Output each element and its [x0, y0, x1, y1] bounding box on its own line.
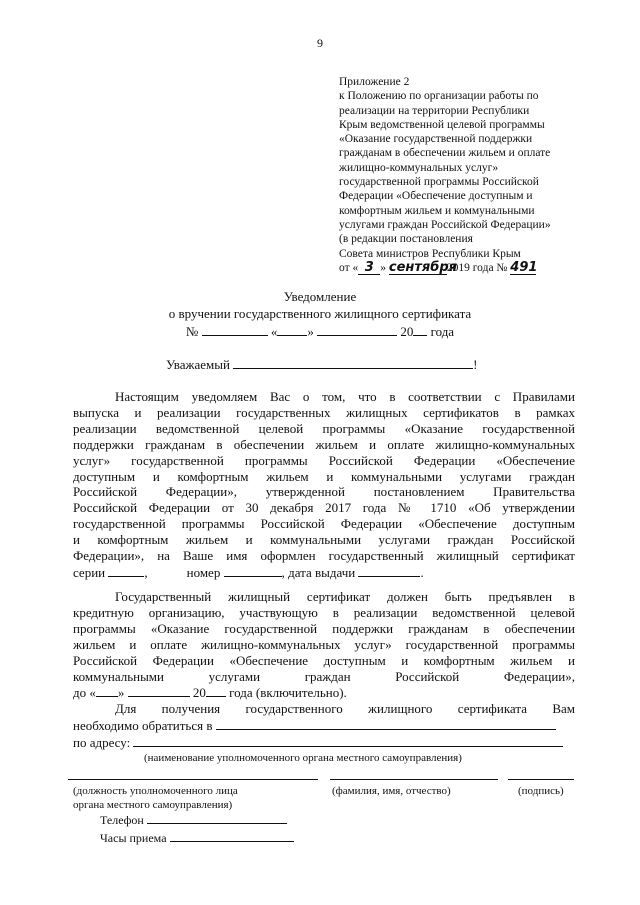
appendix-block — [339, 75, 599, 275]
appendix-date-day: 3 — [358, 262, 380, 275]
date-blank — [358, 564, 420, 577]
appendix-line-6: гражданам в обеспечении жильем и оплате — [339, 147, 551, 160]
sign-caption: (подпись) — [518, 785, 564, 797]
p1-line-3: реализации ведомственной целевой программы «Оказание государственной — [73, 420, 575, 436]
p3-line-2 — [73, 717, 575, 734]
salutation-name-blank — [233, 356, 473, 369]
p1-line-1: Настоящим уведомляем Вас о том, что в соответствии с Правилами — [115, 389, 575, 404]
appendix-date-number: 491 — [510, 259, 538, 275]
until-suffix: года (включительно). — [229, 685, 347, 701]
date-period: . — [420, 564, 424, 580]
appendix-date-suffix: 2019 года № — [446, 261, 508, 274]
body-paragraph-2 — [73, 589, 575, 701]
appendix-line-4: Крым ведомственной целевой программы — [339, 118, 545, 131]
series-label: серии — [73, 564, 106, 580]
appendix-date-line — [339, 261, 599, 275]
series-blank — [108, 564, 144, 577]
position-caption: (должность уполномоченного лица органа местного самоуправления) — [73, 785, 238, 811]
notice-year-suffix: года — [430, 324, 455, 339]
p2-line-3: программы «Оказание государственной поддержки гражданам в обеспечении — [73, 620, 575, 636]
appendix-line-11: услугами граждан Российской Федерации» — [339, 218, 551, 231]
p2-lines — [73, 589, 575, 684]
until-year: 20 — [192, 685, 206, 701]
phone-line — [100, 812, 287, 827]
p1-line-9: государственной программы Российской Федерации «Обеспечение доступным — [73, 516, 575, 532]
appendix-date-mid: » — [380, 261, 386, 274]
appendix-lines — [339, 75, 599, 261]
hours-label: Часы приема — [100, 831, 167, 845]
date-label: , дата выдачи — [281, 564, 356, 580]
p2-line-5: Российской Федерации «Обеспечение доступным и комфортным жильем и — [73, 652, 575, 668]
number-label: номер — [186, 564, 221, 580]
p1-line-2: выпуска и реализации государственных жилищных сертификатов в рамках — [73, 404, 575, 420]
p3-line-2-text: необходимо обратиться в — [73, 717, 213, 733]
notice-close-quote: » — [307, 324, 314, 339]
org-caption: (наименование уполномоченного органа местного самоуправления) — [144, 752, 462, 764]
appendix-line-7: жилищно-коммунальных услуг» — [339, 161, 499, 174]
until-line — [73, 684, 575, 701]
appendix-line-8: государственной программы Российской — [339, 176, 539, 189]
body-paragraph-3 — [73, 701, 575, 751]
p3-line-1: Для получения государственного жилищного сертификата Вам — [115, 701, 575, 716]
appendix-date-month: сентября — [388, 259, 457, 275]
until-prefix: до « — [73, 685, 96, 701]
p1-line-4: поддержки гражданам в обеспечении жильем и оплате жилищно-коммунальных — [73, 436, 575, 452]
org-blank — [216, 717, 556, 730]
notice-open-quote: « — [270, 324, 278, 339]
appendix-line-13: Совета министров Республики Крым — [339, 247, 521, 260]
address-label: по адресу: — [73, 734, 131, 750]
name-caption: (фамилия, имя, отчество) — [332, 785, 451, 797]
phone-label: Телефон — [100, 813, 144, 827]
p1-line-7: Российской Федерации», утвержденной постановлением Правительства — [73, 484, 575, 500]
appendix-line-3: реализации на территории Республики — [339, 104, 530, 117]
p1-lines — [73, 389, 575, 564]
appendix-line-5: «Оказание государственной поддержки — [339, 133, 533, 146]
phone-blank — [147, 812, 287, 824]
body-paragraph-1 — [73, 389, 575, 581]
p2-line-2: кредитную организацию, участвующую в реализации ведомственной целевой — [73, 604, 575, 620]
sign-line — [508, 779, 574, 780]
p2-line-6: коммунальными услугами граждан Российской Федерации», — [73, 668, 575, 684]
p2-line-1: Государственный жилищный сертификат должен быть предъявлен в — [115, 589, 575, 604]
hours-line — [100, 830, 294, 845]
notice-month-blank — [317, 323, 397, 336]
p1-line-11: Федерации», на Ваше имя оформлен государственный жилищный сертификат — [73, 548, 575, 564]
appendix-line-12: (в редакции постановления — [339, 233, 473, 246]
notice-number-label: № — [185, 324, 199, 339]
notice-year-blank — [413, 323, 427, 336]
salutation-label: Уважаемый — [166, 357, 230, 372]
number-blank — [224, 564, 282, 577]
notice-subtitle: о вручении государственного жилищного сертификата — [168, 306, 472, 321]
address-blank — [133, 734, 563, 747]
appendix-line-10: комфортным жильем и коммунальными — [339, 204, 535, 217]
appendix-line-2: к Положению по организации работы по — [339, 90, 539, 103]
notice-year-prefix: 20 — [400, 324, 414, 339]
notice-number-line — [0, 323, 640, 340]
notice-day-blank — [277, 323, 307, 336]
hours-blank — [170, 830, 294, 842]
certificate-details-line: серии , номер , дата выдачи . — [73, 564, 424, 580]
p1-line-8: Российской Федерации от 30 декабря 2017 года № 1710 «Об утверждении — [73, 500, 575, 516]
name-line — [330, 779, 498, 780]
until-month-blank — [128, 684, 190, 697]
p2-line-4: жильем и оплате жилищно-коммунальных услуг» государственной программы — [73, 636, 575, 652]
salutation-end: ! — [473, 357, 478, 372]
p1-line-6: доступным и комфортным жильем и коммунальными услугами граждан — [73, 468, 575, 484]
salutation — [166, 356, 478, 373]
until-year-blank — [206, 684, 226, 697]
page-number: 9 — [317, 36, 323, 50]
p1-line-10: и комфортным жильем и коммунальными услугами граждан Российской — [73, 532, 575, 548]
until-day-blank — [96, 684, 118, 697]
p1-line-5: услуг» государственной программы Российской Федерации «Обеспечение — [73, 452, 575, 468]
notice-number-blank — [202, 323, 268, 336]
appendix-date-prefix: от « — [339, 261, 359, 274]
until-mid: » — [117, 685, 125, 701]
notice-title: Уведомление — [283, 289, 357, 304]
address-line — [73, 734, 575, 751]
appendix-line-9: Федерации «Обеспечение доступным и — [339, 190, 533, 203]
position-line — [68, 779, 318, 780]
appendix-line-1: Приложение 2 — [339, 76, 410, 88]
